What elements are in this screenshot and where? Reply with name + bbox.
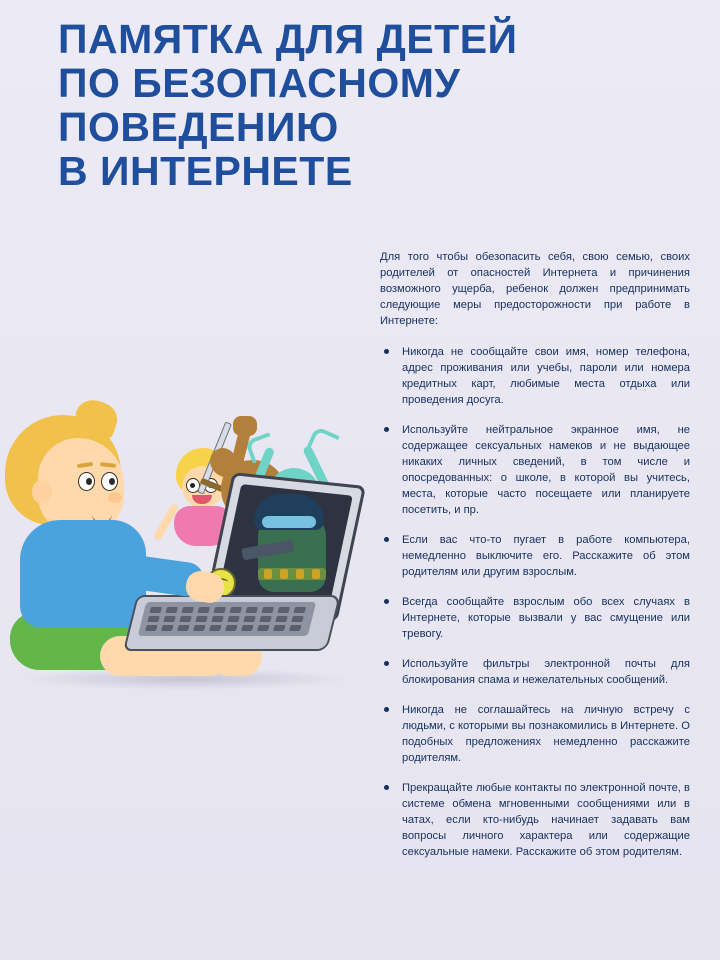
list-item [380, 594, 690, 642]
page-title [58, 18, 658, 193]
brown-monster-fist [233, 416, 257, 436]
boy-nose [108, 492, 122, 503]
tip-text: Используйте нейтральное экранное имя, не содержащее сексуальных намеков и не выдающее никаких личных сведений, в том числе и опосредованных: о школе, в которой вы учитесь, места, которые часто посещаете или планируете посетить, и пр. [402, 423, 690, 516]
page-title-line-3: ПОВЕДЕНИЮ [58, 103, 339, 150]
list-item [380, 656, 690, 688]
tips-list [380, 344, 690, 860]
laptop-keyboard [138, 602, 316, 636]
armored-monster-visor [262, 516, 316, 528]
list-item [380, 532, 690, 580]
boy-eye-left [78, 472, 95, 491]
armored-monster-belt-dot-1 [264, 569, 272, 579]
boy-ear [32, 480, 52, 504]
bullet-icon [384, 707, 389, 712]
list-item [380, 344, 690, 408]
text-column [380, 250, 690, 874]
blonde-monster-pupil-left [190, 483, 195, 488]
bullet-icon [384, 661, 389, 666]
list-item [380, 702, 690, 766]
bullet-icon [384, 427, 389, 432]
page-title-line-1: ПАМЯТКА ДЛЯ ДЕТЕЙ [58, 16, 518, 62]
page-title-line-2: ПО БЕЗОПАСНОМУ [58, 59, 461, 106]
armored-monster [248, 490, 344, 608]
bullet-icon [384, 785, 389, 790]
list-item [380, 780, 690, 860]
illustration [0, 380, 380, 720]
tip-text: Прекращайте любые контакты по электронной почте, в системе обмена мгновенными сообщениями или в чатах, если кто-нибудь начинает задавать вам вопросы личного характера или содержащие сексуальные намеки. Расскажите об этом родителям. [402, 781, 690, 858]
armored-monster-belt-dot-2 [280, 569, 288, 579]
tip-text: Если вас что-то пугает в работе компьютера, немедленно выключите его. Расскажите об этом родителям или другим взрослым. [402, 533, 690, 578]
tip-text: Всегда сообщайте взрослым обо всех случаях в Интернете, которые вызвали у вас смущение или тревогу. [402, 595, 690, 640]
tip-text: Используйте фильтры электронной почты для блокирования спама и нежелательных сообщений. [402, 657, 690, 686]
tip-text: Никогда не сообщайте свои имя, номер телефона, адрес проживания или учебы, пароли или номера кредитных карт, любимые места отдыха или проведения досуга. [402, 345, 690, 406]
list-item [380, 422, 690, 518]
armored-monster-belt-dot-3 [296, 569, 304, 579]
boy-pupil-right [109, 478, 115, 485]
bullet-icon [384, 599, 389, 604]
bullet-icon [384, 349, 389, 354]
boy-pupil-left [86, 478, 92, 485]
bullet-icon [384, 537, 389, 542]
intro-paragraph: Для того чтобы обезопасить себя, свою семью, своих родителей от опасностей Интернета и причинения возможного ущерба, ребенок должен предпринимать следующие меры предосторожности при работе в Интернете: [380, 251, 690, 327]
tip-text: Никогда не соглашайтесь на личную встречу с людьми, с которыми вы познакомились в Интернете. О подобных предложениях немедленно расскажите родителям. [402, 703, 690, 764]
armored-monster-belt-dot-4 [312, 569, 320, 579]
boy-eye-right [101, 472, 118, 491]
page-title-line-4: В ИНТЕРНЕТЕ [58, 147, 353, 194]
